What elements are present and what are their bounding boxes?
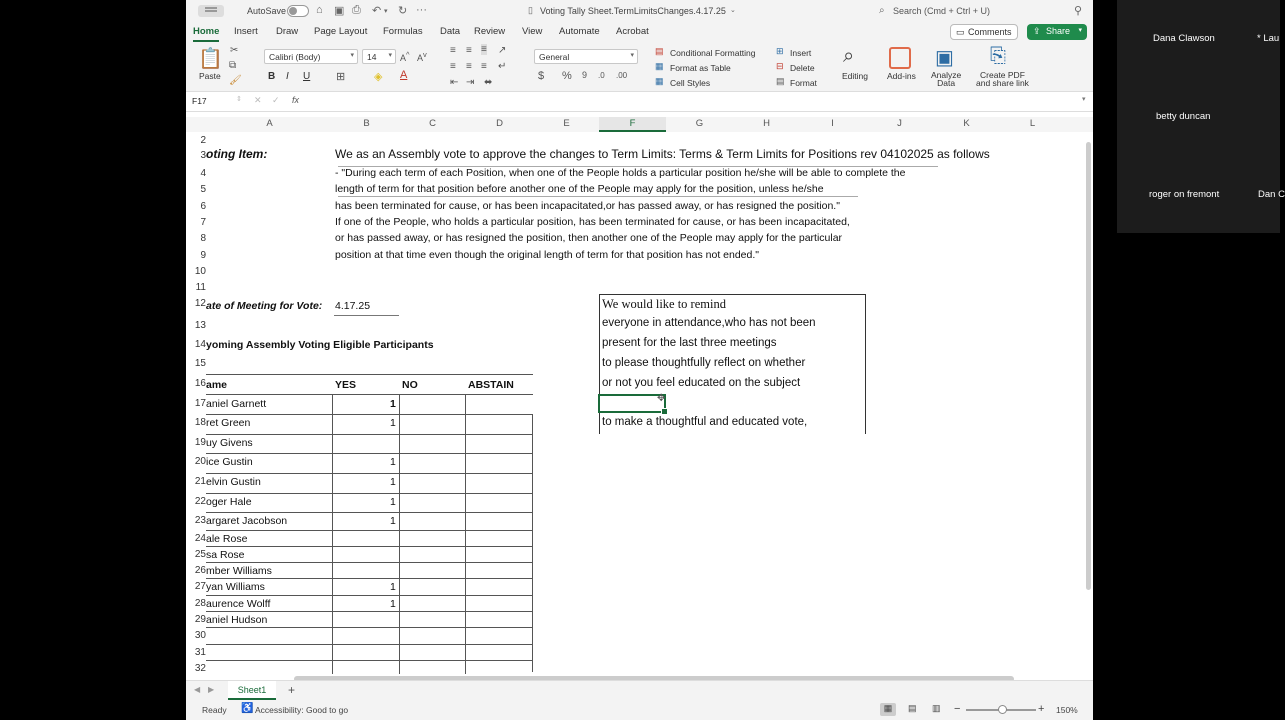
row-header[interactable]: 19 [194,437,206,448]
add-sheet-icon[interactable]: + [288,683,296,697]
comment-icon: ▭ [956,27,965,37]
column-header-j[interactable]: J [897,118,902,129]
row-header[interactable]: 20 [194,456,206,467]
voter-name[interactable]: ret Green [206,417,251,429]
chevron-down-icon: ▾ [630,52,634,59]
align-middle-icon[interactable]: ≡ [466,45,472,56]
paste-label[interactable]: Paste [199,71,221,81]
table-border [206,627,533,628]
table-border [206,394,533,395]
document-icon: ▯ [528,5,533,15]
sidebar-toggle-icon[interactable] [198,5,224,17]
column-header-a[interactable]: A [266,118,273,129]
column-header-h[interactable]: H [763,118,770,129]
underline-button[interactable]: U [303,71,311,82]
undo-dropdown-icon[interactable]: ▾ [384,8,388,15]
conditional-formatting-icon: ▤ [655,46,664,56]
format-cells-icon: ▤ [776,76,785,86]
reminder-text-line: present for the last three meetings [602,337,777,349]
table-border [206,644,533,645]
header-name[interactable]: ame [206,379,228,391]
formula-bar [186,92,1093,112]
motion-text-line[interactable]: length of term for that position before another one of the People may apply for the position, unless he/she [335,183,824,195]
chevron-down-icon: ▾ [388,52,392,59]
align-right-icon[interactable]: ≡ [481,61,487,72]
data-label: Data [937,78,956,88]
voter-name[interactable]: argaret Jacobson [206,515,288,527]
save-icon[interactable]: ▣ [334,5,345,17]
cell-border [338,166,938,167]
row-header[interactable]: 27 [194,581,206,592]
align-left-icon[interactable]: ≡ [450,61,456,72]
accessibility-status[interactable]: Accessibility: Good to go [255,705,349,715]
table-border [206,434,533,435]
voter-name[interactable]: aniel Hudson [206,614,268,626]
voter-yes-value[interactable]: 1 [390,456,396,468]
voter-name[interactable]: ice Gustin [206,456,253,468]
analyze-data-button[interactable] [931,71,961,87]
tab-formulas[interactable]: Formulas [383,26,423,37]
voter-name[interactable]: oger Hale [206,496,252,508]
selected-cell-f17[interactable] [598,394,666,413]
tab-acrobat[interactable]: Acrobat [616,26,649,37]
comma-style-icon[interactable]: 9 [582,70,588,80]
participant-name[interactable]: * Lau [1257,33,1280,44]
normal-view-icon[interactable]: ▦ [880,703,896,716]
row-header[interactable]: 24 [194,533,206,544]
column-header-b[interactable]: B [363,118,370,129]
print-icon[interactable]: ⎙ [352,4,361,16]
name-box-chevron-icon[interactable]: ⇕ [236,96,242,103]
add-ins-icon[interactable] [889,47,911,69]
row-header[interactable]: 29 [194,614,206,625]
page-layout-view-icon[interactable]: ▤ [908,703,917,713]
insert-cells-icon: ⊞ [776,46,784,56]
delete-cells-button[interactable]: Delete [790,63,815,73]
voter-yes-value[interactable]: 1 [390,476,396,488]
table-border [206,611,533,612]
zoom-level[interactable]: 150% [1056,705,1078,715]
editing-button[interactable]: Editing [842,71,868,81]
analyze-data-icon[interactable]: ▣ [935,47,954,69]
editing-search-icon[interactable]: ⌕ [843,45,855,67]
header-yes[interactable]: YES [335,379,357,391]
reminder-textbox[interactable] [599,294,866,434]
increase-indent-icon[interactable]: ⇥ [466,77,475,88]
cell-styles-icon: ▦ [655,76,664,86]
reminder-text-line: or not you feel educated on the subject [602,377,801,389]
cell-cursor-icon: ✥ [657,393,666,404]
motion-text-line[interactable]: or has passed away, or has resigned the position, then another one of the People may apply for the particular [335,232,843,244]
autosave-toggle[interactable] [287,5,309,17]
decrease-indent-icon[interactable]: ⇤ [450,77,459,88]
row-header[interactable]: 6 [200,201,206,212]
row-header[interactable]: 3 [200,150,206,161]
voter-yes-value[interactable]: 1 [390,398,396,410]
wrap-text-icon[interactable]: ↵ [498,61,507,72]
tab-view[interactable]: View [522,26,543,37]
share-chevron-icon: ▾ [1078,27,1082,34]
voter-name[interactable]: aurence Wolff [206,598,271,610]
format-painter-icon[interactable]: 🖌 [229,75,242,86]
add-ins-button[interactable]: Add-ins [887,71,916,81]
bold-button[interactable]: B [268,71,276,82]
table-border [206,512,533,513]
home-icon[interactable]: ⌂ [316,4,323,16]
conditional-formatting-button[interactable]: Conditional Formatting [670,48,756,58]
table-border [206,562,533,563]
date-value[interactable]: 4.17.25 [335,300,371,312]
table-border [206,595,533,596]
enter-icon[interactable]: ✓ [272,95,280,105]
table-border [206,493,533,494]
analyze-label: Analyze [931,70,962,80]
tab-automate[interactable]: Automate [559,26,600,37]
header-abstain[interactable]: ABSTAIN [468,379,514,391]
excel-window [186,0,1093,720]
participant-name[interactable]: Dan C [1258,189,1285,200]
cell-border [338,196,858,197]
fill-color-icon[interactable]: ◈ [374,71,383,83]
table-border [399,394,400,674]
participant-name[interactable]: Dana Clawson [1153,33,1215,44]
reminder-text-line: to please thoughtfully reflect on whether [602,357,806,369]
increase-font-icon[interactable]: A^ [400,50,410,63]
table-border [532,414,533,672]
row-header[interactable]: 11 [195,282,206,293]
merge-center-icon[interactable]: ⬌ [484,77,493,88]
voter-name[interactable]: elvin Gustin [206,476,261,488]
font-color-icon[interactable]: A [400,69,408,81]
insert-cells-button[interactable]: Insert [790,48,812,58]
header-no[interactable]: NO [402,379,418,391]
motion-text-line[interactable]: - "During each term of each Position, when one of the People holds a particular position he/she will be able to complete the [335,167,906,179]
voter-yes-value[interactable]: 1 [390,496,396,508]
row-header[interactable]: 21 [194,476,206,487]
status-bar [186,700,1093,720]
redo-icon[interactable]: ↻ [398,5,408,17]
collaborate-icon[interactable]: ⚲ [1074,5,1083,17]
fx-icon[interactable]: fx [292,95,300,105]
zoom-out-icon[interactable]: − [954,703,961,715]
zoom-slider-thumb[interactable] [998,705,1007,714]
tab-draw[interactable]: Draw [276,26,299,37]
participant-name[interactable]: roger on fremont [1149,189,1220,200]
number-format-select[interactable] [534,49,638,64]
expand-formula-icon[interactable]: ▾ [1082,96,1086,103]
row-header[interactable]: 12 [194,298,206,309]
video-participants-panel [1117,0,1285,233]
create-pdf-icon[interactable]: ⎘ [990,45,1006,67]
column-header-k[interactable]: K [963,118,970,129]
table-border [206,546,533,547]
row-header[interactable]: 17 [194,398,206,409]
home-toolbar [186,42,1093,92]
column-header-d[interactable]: D [496,118,503,129]
tab-insert[interactable]: Insert [234,26,258,37]
comments-label: Comments [968,27,1012,37]
orientation-icon[interactable]: ↗ [498,45,507,56]
table-border [206,374,533,375]
currency-icon[interactable]: $ [538,70,545,82]
voter-name[interactable]: yan Williams [206,581,265,593]
table-border [206,414,533,415]
format-cells-button[interactable]: Format [790,78,817,88]
sheet-tab-sheet1[interactable]: Sheet1 [228,681,276,700]
participant-name[interactable]: betty duncan [1156,111,1211,122]
date-label[interactable]: ate of Meeting for Vote: [206,300,323,312]
participants-title[interactable]: yoming Assembly Voting Eligible Participants [206,339,434,351]
column-header-c[interactable]: C [429,118,436,129]
row-header[interactable]: 30 [194,630,206,641]
column-header-e[interactable]: E [563,118,570,129]
align-center-icon[interactable]: ≡ [466,61,472,72]
delete-cells-icon: ⊟ [776,61,784,71]
spreadsheet-grid[interactable] [186,132,1086,672]
motion-text-line[interactable]: has been terminated for cause, or has been incapacitated,or has passed away, or has resigned the position." [335,200,840,212]
search-icon: ⌕ [879,5,885,16]
column-header-g[interactable]: G [695,118,704,129]
next-sheet-icon[interactable]: ▶ [208,685,215,694]
tab-home[interactable]: Home [193,26,220,37]
row-header[interactable]: 31 [194,647,206,658]
row-header[interactable]: 16 [194,378,206,389]
percent-icon[interactable]: % [562,70,572,82]
clipboard-icon[interactable]: 📋 [198,48,223,70]
row-header[interactable]: 13 [194,320,206,331]
copy-icon[interactable]: ⧉ [229,60,237,71]
title-chevron-icon[interactable]: ⌄ [730,7,736,14]
share-icon: ⇪ [1033,26,1041,36]
table-border [332,394,333,674]
voter-name[interactable]: sa Rose [206,549,245,561]
row-header[interactable]: 2 [200,135,206,146]
column-header-i[interactable]: I [831,118,834,129]
voter-yes-value[interactable]: 1 [390,417,396,429]
autosave-label: AutoSave [247,6,287,16]
font-size-value: 14 [367,52,377,62]
row-header[interactable]: 14 [194,339,206,350]
row-header[interactable]: 32 [194,663,206,674]
column-header-f[interactable]: F [599,117,666,132]
ribbon-tabs [186,22,1093,42]
share-link-label: and share link [976,78,1029,88]
table-border [206,578,533,579]
create-pdf-label: Create PDF [980,70,1025,80]
align-top-icon[interactable]: ≡ [450,45,456,56]
prev-sheet-icon[interactable]: ◀ [194,685,201,694]
decrease-decimal-icon[interactable]: .00 [616,71,628,80]
voting-item-label[interactable]: oting Item: [206,147,268,161]
borders-icon[interactable]: ⊞ [336,71,346,83]
chevron-down-icon: ▾ [350,52,354,59]
align-bottom-icon[interactable]: ≡ [481,44,487,55]
cell-styles-button[interactable]: Cell Styles [670,78,711,88]
row-header[interactable]: 9 [200,250,206,261]
voter-yes-value[interactable]: 1 [390,598,396,610]
share-label: Share [1046,26,1071,36]
row-header[interactable]: 18 [194,417,206,428]
row-header[interactable]: 10 [194,266,206,277]
cancel-icon[interactable]: ✕ [254,95,262,105]
tab-page-layout[interactable]: Page Layout [314,26,368,37]
cut-icon[interactable]: ✂ [230,45,239,56]
create-pdf-button[interactable] [976,71,1029,87]
row-header[interactable]: 8 [200,233,206,244]
reminder-text-line: everyone in attendance,who has not been [602,317,816,329]
voter-name[interactable]: mber Williams [206,565,272,577]
comments-button[interactable] [950,24,1018,40]
voting-item-text[interactable]: We as an Assembly vote to approve the changes to Term Limits: Terms & Term Limits for Positions rev 04102025 as follows [335,147,990,161]
undo-icon[interactable]: ↶ [372,5,382,17]
table-border [206,473,533,474]
row-header[interactable]: 22 [194,496,206,507]
column-header-l[interactable]: L [1029,118,1036,129]
tab-data[interactable]: Data [440,26,461,37]
row-header[interactable]: 28 [194,598,206,609]
voter-name[interactable]: ale Rose [206,533,248,545]
vertical-scrollbar[interactable] [1086,142,1091,590]
motion-text-line[interactable]: If one of the People, who holds a particular position, has been terminated for cause, or has been incapacitated, [335,216,850,228]
name-box[interactable]: F17 [192,96,207,106]
zoom-in-icon[interactable]: + [1038,703,1045,715]
tab-review[interactable]: Review [474,26,506,37]
column-headers [186,117,1093,132]
document-title[interactable]: Voting Tally Sheet.TermLimitsChanges.4.17.25 [540,6,726,16]
row-header[interactable]: 25 [194,549,206,560]
table-border [206,660,533,661]
page-break-view-icon[interactable]: ▥ [932,703,941,713]
increase-decimal-icon[interactable]: .0 [598,71,605,80]
row-header[interactable]: 26 [194,565,206,576]
font-size-select[interactable] [362,49,396,64]
sheet-tabs-bar [186,680,1093,700]
row-header[interactable]: 5 [200,184,206,195]
voter-yes-value[interactable]: 1 [390,515,396,527]
more-icon[interactable]: ··· [416,4,427,16]
date-underline [334,315,399,316]
voter-name[interactable]: uy Givens [206,437,253,449]
row-header[interactable]: 4 [200,168,206,179]
row-header[interactable]: 23 [194,515,206,526]
row-header[interactable]: 7 [200,217,206,228]
accessibility-icon: ♿ [241,703,254,714]
voter-yes-value[interactable]: 1 [390,581,396,593]
voter-name[interactable]: aniel Garnett [206,398,267,410]
table-border [206,530,533,531]
row-header[interactable]: 15 [194,358,206,369]
table-border [465,394,466,674]
title-bar [186,0,1093,22]
reminder-text-line: to make a thoughtful and educated vote, [602,416,808,428]
format-table-icon: ▦ [655,61,664,71]
table-border [206,453,533,454]
share-button[interactable] [1027,24,1087,40]
number-format-value: General [539,52,570,62]
italic-button[interactable]: I [286,71,289,82]
font-name-select[interactable] [264,49,358,64]
reminder-text-line: We would like to remind [602,297,726,311]
motion-text-line[interactable]: position at that time even though the original length of term for that position has not ended." [335,249,759,261]
format-as-table-button[interactable]: Format as Table [670,63,731,73]
search-input[interactable]: Search (Cmd + Ctrl + U) [893,6,991,16]
status-ready: Ready [202,705,227,715]
decrease-font-icon[interactable]: $A^v$ [417,50,427,63]
font-name-value: Calibri (Body) [269,52,321,62]
